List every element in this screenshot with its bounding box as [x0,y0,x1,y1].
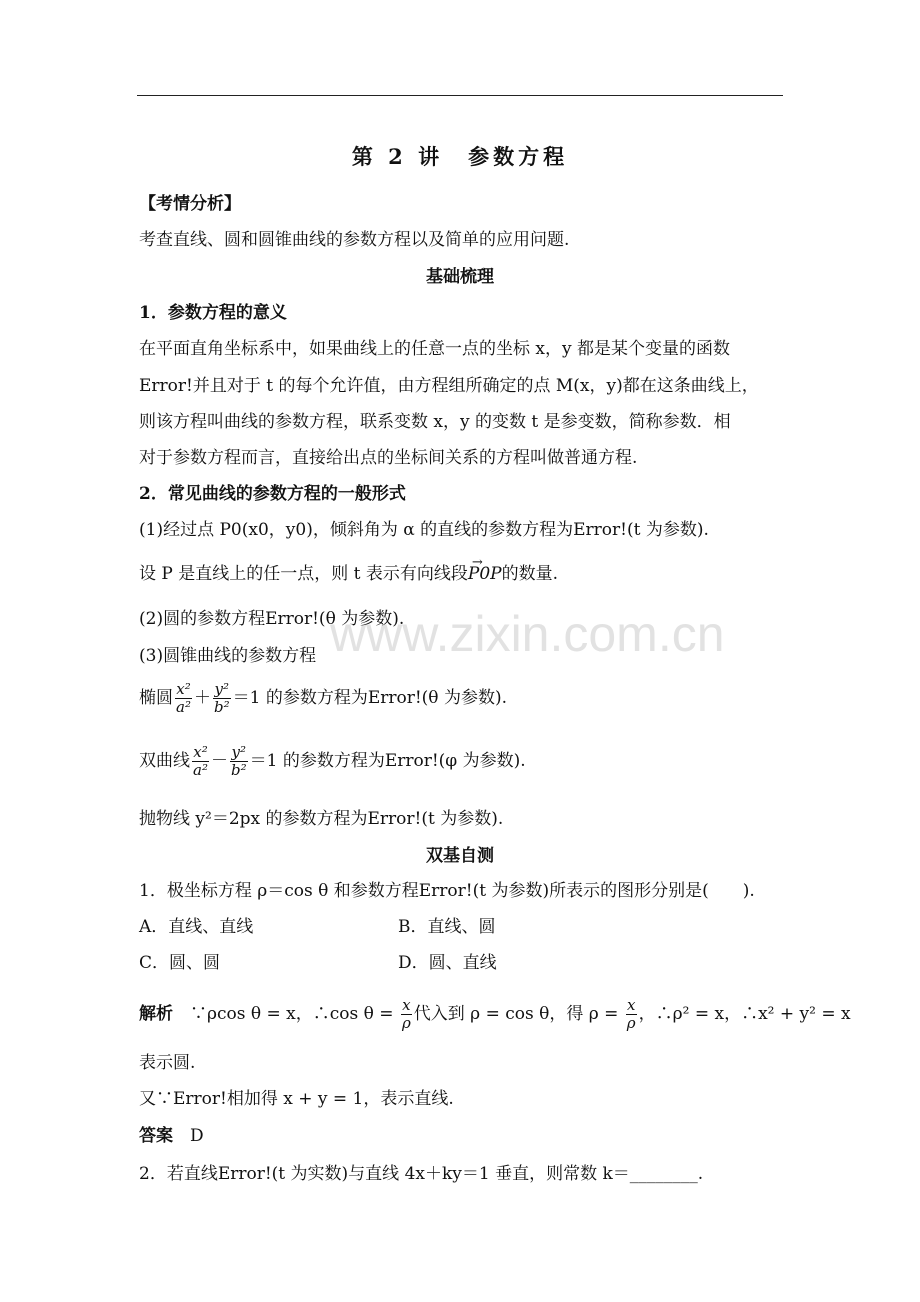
q1-option-d: D．圆、直线 [398,953,497,973]
fraction-denominator: b² [213,698,230,716]
fraction [401,997,412,1032]
hyper-op: － [210,751,228,771]
q1-solution-line2: 表示圆. [139,1053,196,1073]
q1-solution-line1 [139,996,851,1032]
solution-label: 解析 [139,1004,173,1024]
ellipse-pre: 椭圆 [139,688,173,708]
line2-post: 的数量. [501,564,558,584]
analysis-heading: 【考情分析】 [139,194,241,214]
fraction-denominator: ρ [401,1014,411,1032]
fraction-numerator: x² [176,680,191,698]
fraction-numerator: y² [231,743,247,761]
fraction-denominator: a² [176,698,191,716]
fraction-denominator: a² [193,761,208,779]
basics-heading: 基础梳理 [426,267,494,287]
fraction-denominator: ρ [626,1014,636,1032]
item2-line2 [139,563,558,585]
hyper-pre: 双曲线 [139,751,190,771]
ellipse-line [139,680,507,716]
fraction-numerator: y² [214,680,230,698]
item2-line4: (3)圆锥曲线的参数方程 [139,646,317,666]
line2-pre: 设 P 是直线上的任一点，则 t 表示有向线段 [139,564,468,584]
page-title: 第 2 讲 参数方程 [351,144,569,169]
solution-text: 代入到 ρ = cos θ，得 ρ = [413,1004,624,1024]
q1-option-b: B．直线、圆 [398,917,496,937]
fraction-numerator: x [402,996,411,1014]
fraction-denominator: b² [230,761,247,779]
q1-option-a: A．直线、直线 [139,917,254,937]
answer-label: 答案 [139,1126,173,1146]
fraction [192,744,209,779]
fraction [213,681,231,716]
q2-stem: 2．若直线Error!(t 为实数)与直线 4x＋ky＝1 垂直，则常数 k＝________. [139,1164,704,1184]
answer-value: D [173,1126,204,1146]
ellipse-post: ＝1 的参数方程为Error!(θ 为参数). [232,688,507,708]
q1-stem: 1．极坐标方程 ρ＝cos θ 和参数方程Error!(t 为参数)所表示的图形分别是( ). [139,881,755,901]
item2-line3: (2)圆的参数方程Error!(θ 为参数). [139,609,405,629]
parabola-line: 抛物线 y²＝2px 的参数方程为Error!(t 为参数). [139,809,504,829]
item1-heading: 1．参数方程的意义 [139,303,287,323]
item1-line: 则该方程叫曲线的参数方程，联系变数 x，y 的变数 t 是参变数，简称参数．相 [139,412,731,432]
analysis-body: 考查直线、圆和圆锥曲线的参数方程以及简单的应用问题. [139,230,570,250]
fraction-numerator: x² [193,743,208,761]
header-rule [137,95,783,96]
vector-p0p: → P0P [468,563,502,585]
solution-text: ，∴ρ² = x，∴x² + y² = x [638,1004,851,1024]
fraction [626,997,637,1032]
ellipse-op: ＋ [193,688,211,708]
q1-answer [139,1125,204,1147]
item2-heading: 2．常见曲线的参数方程的一般形式 [139,484,406,504]
q1-option-c: C．圆、圆 [139,953,221,973]
hyper-post: ＝1 的参数方程为Error!(φ 为参数). [249,751,526,771]
fraction [230,744,248,779]
item2-line1: (1)经过点 P0(x0，y0)，倾斜角为 α 的直线的参数方程为Error!(t 为参数). [139,520,709,540]
fraction [175,681,192,716]
solution-text: ∵ρcos θ = x，∴cos θ = [173,1004,399,1024]
self-test-heading: 双基自测 [426,846,494,866]
q1-solution-line3: 又∵Error!相加得 x + y = 1，表示直线. [139,1089,454,1109]
hyperbola-line [139,743,526,779]
fraction-numerator: x [626,996,636,1014]
item1-line: 对于参数方程而言，直接给出点的坐标间关系的方程叫做普通方程. [139,448,638,468]
item1-line: 在平面直角坐标系中，如果曲线上的任意一点的坐标 x，y 都是某个变量的函数 [139,339,730,359]
watermark: www.zixin.com.cn [330,606,725,662]
item1-line: Error!并且对于 t 的每个允许值，由方程组所确定的点 M(x，y)都在这条曲线上， [139,376,759,396]
